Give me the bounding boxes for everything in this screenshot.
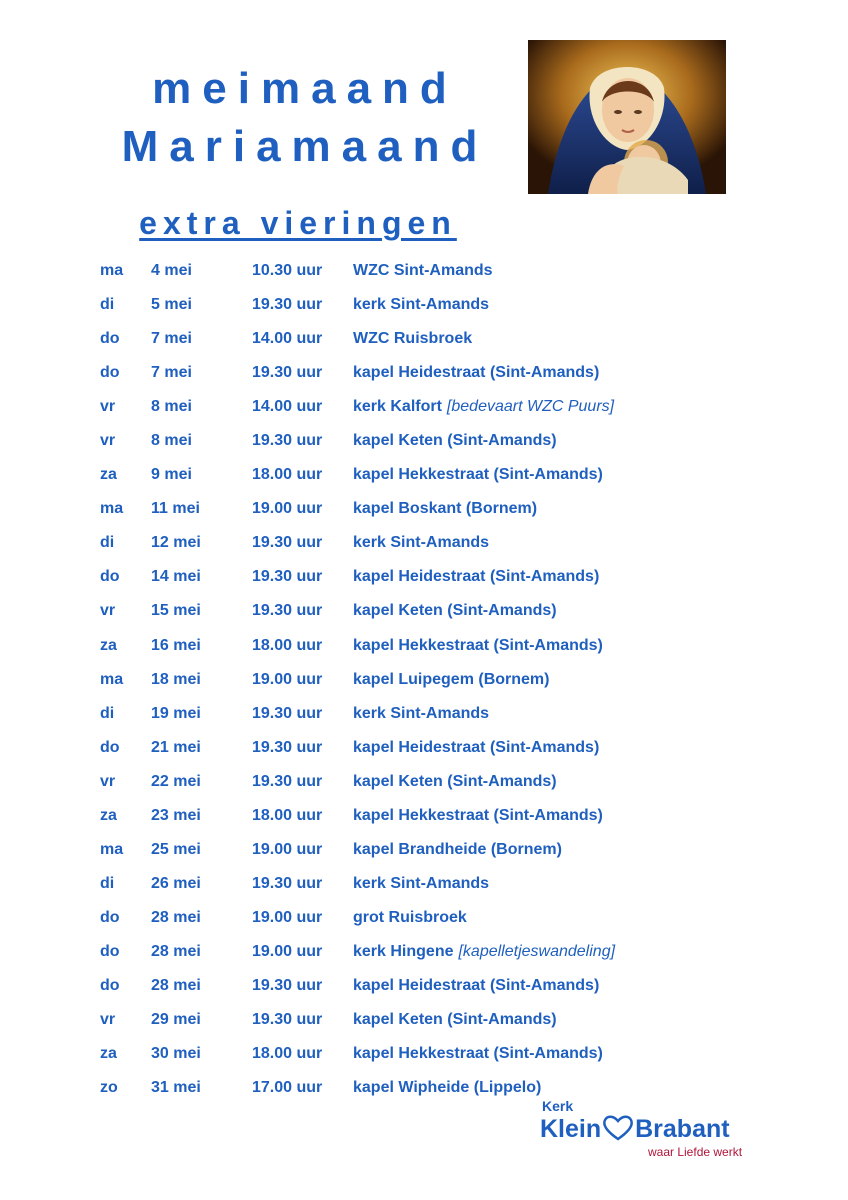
heart-icon xyxy=(601,1114,635,1142)
schedule-date: 15 mei xyxy=(151,602,201,620)
schedule-date: 4 mei xyxy=(151,262,192,279)
schedule-day: ma xyxy=(100,670,124,688)
schedule-date: 7 mei xyxy=(151,330,192,348)
schedule-date: 12 mei xyxy=(151,534,201,552)
schedule-row xyxy=(100,531,740,565)
schedule-date: 14 mei xyxy=(151,568,201,586)
schedule-time: 19.30 uur xyxy=(252,772,323,790)
schedule-day: di xyxy=(100,704,115,722)
schedule-date: 7 mei xyxy=(151,364,192,382)
logo-word-klein: Klein xyxy=(540,1115,602,1143)
schedule-day: za xyxy=(100,636,117,654)
schedule-place: kerk Sint-Amands xyxy=(353,534,490,552)
schedule-place: kapel Keten (Sint-Amands) xyxy=(353,602,557,620)
schedule-date: 28 mei xyxy=(151,942,201,960)
schedule-time: 18.00 uur xyxy=(252,466,323,484)
schedule-row xyxy=(100,702,740,736)
schedule-place: kapel Heidestraat (Sint-Amands) xyxy=(353,976,600,994)
schedule-row xyxy=(100,736,740,770)
schedule-place xyxy=(353,943,615,961)
schedule-day: zo xyxy=(100,1079,118,1097)
schedule-row xyxy=(100,668,740,702)
schedule-time: 18.00 uur xyxy=(252,806,323,824)
schedule-date: 29 mei xyxy=(151,1011,201,1029)
schedule-row xyxy=(100,838,740,872)
schedule-row xyxy=(100,906,740,940)
schedule-day: za xyxy=(100,1045,117,1063)
schedule-date: 28 mei xyxy=(151,976,201,994)
logo-kerk-text: Kerk xyxy=(542,1098,574,1114)
schedule-time: 19.00 uur xyxy=(252,670,323,688)
schedule-time: 19.00 uur xyxy=(252,500,323,518)
schedule-day: vr xyxy=(100,432,116,450)
logo-tagline: waar Liefde werkt xyxy=(648,1145,743,1159)
schedule-day: do xyxy=(100,568,120,586)
schedule-day: za xyxy=(100,466,117,484)
schedule-row xyxy=(100,940,740,974)
schedule-row xyxy=(100,497,740,531)
schedule-place: kapel Brandheide (Bornem) xyxy=(353,840,562,858)
schedule-date: 11 mei xyxy=(151,500,200,518)
schedule-date: 23 mei xyxy=(151,806,201,824)
schedule-date: 19 mei xyxy=(151,704,201,722)
schedule-day: ma xyxy=(100,500,124,518)
schedule-day: do xyxy=(100,908,120,926)
schedule-time: 19.30 uur xyxy=(252,874,323,892)
schedule-day: vr xyxy=(100,772,116,790)
schedule-row xyxy=(100,804,740,838)
schedule-place: kapel Keten (Sint-Amands) xyxy=(353,772,557,790)
schedule-day: do xyxy=(100,364,120,382)
schedule-row xyxy=(100,463,740,497)
schedule-day: di xyxy=(100,296,115,314)
schedule-date: 25 mei xyxy=(151,840,201,858)
schedule-time: 18.00 uur xyxy=(252,1045,323,1063)
schedule-time: 19.30 uur xyxy=(252,568,323,586)
schedule-date: 18 mei xyxy=(151,670,201,688)
schedule-row xyxy=(100,361,740,395)
schedule-date: 30 mei xyxy=(151,1045,201,1063)
schedule-time: 19.30 uur xyxy=(252,534,323,552)
schedule-time: 19.30 uur xyxy=(252,296,323,314)
schedule-day: do xyxy=(100,976,120,994)
schedule-place: kerk Sint-Amands xyxy=(353,874,490,892)
schedule-day: do xyxy=(100,942,120,960)
schedule-place: WZC Ruisbroek xyxy=(353,330,473,348)
schedule-place: WZC Sint-Amands xyxy=(353,262,493,279)
schedule-row xyxy=(100,259,740,293)
schedule-date: 16 mei xyxy=(151,636,201,654)
schedule-time: 19.30 uur xyxy=(252,602,323,620)
schedule-day: do xyxy=(100,738,120,756)
schedule-row xyxy=(100,1042,740,1076)
schedule-date: 9 mei xyxy=(151,466,192,484)
schedule-list xyxy=(100,259,740,1110)
schedule-row xyxy=(100,599,740,633)
schedule-date: 28 mei xyxy=(151,908,201,926)
schedule-place: kapel Luipegem (Bornem) xyxy=(353,670,550,688)
schedule-row xyxy=(100,565,740,599)
schedule-day: di xyxy=(100,874,115,892)
schedule-place-name: kerk Kalfort xyxy=(353,398,442,416)
schedule-time: 19.30 uur xyxy=(252,432,323,450)
schedule-place: kapel Heidestraat (Sint-Amands) xyxy=(353,364,600,382)
schedule-time: 19.00 uur xyxy=(252,942,323,960)
madonna-and-child-image xyxy=(528,40,726,194)
schedule-row xyxy=(100,327,740,361)
schedule-date: 22 mei xyxy=(151,772,201,790)
schedule-place xyxy=(353,398,614,416)
schedule-day: za xyxy=(100,806,117,824)
schedule-day: ma xyxy=(100,262,124,279)
schedule-note: [kapelletjeswandeling] xyxy=(458,942,616,960)
schedule-time: 19.00 uur xyxy=(252,908,323,926)
schedule-place: kerk Sint-Amands xyxy=(353,704,490,722)
schedule-row xyxy=(100,1008,740,1042)
schedule-time: 19.30 uur xyxy=(252,704,323,722)
schedule-time: 14.00 uur xyxy=(252,398,323,416)
schedule-time: 19.30 uur xyxy=(252,976,323,994)
schedule-day: ma xyxy=(100,840,124,858)
schedule-row xyxy=(100,395,740,429)
title-meimaand: meimaand xyxy=(152,64,458,113)
schedule-place-name: kerk Hingene xyxy=(353,942,454,960)
schedule-date: 26 mei xyxy=(151,874,201,892)
schedule-time: 17.00 uur xyxy=(252,1079,323,1097)
schedule-place: kapel Hekkestraat (Sint-Amands) xyxy=(353,466,603,484)
schedule-place: kapel Keten (Sint-Amands) xyxy=(353,432,557,450)
schedule-time: 14.00 uur xyxy=(252,330,323,348)
schedule-day: vr xyxy=(100,398,116,416)
schedule-day: do xyxy=(100,330,120,348)
schedule-time: 19.30 uur xyxy=(252,738,323,756)
schedule-place: kapel Hekkestraat (Sint-Amands) xyxy=(353,806,603,824)
logo-wordmark xyxy=(540,1114,730,1144)
schedule-place: kapel Heidestraat (Sint-Amands) xyxy=(353,738,600,756)
schedule-row xyxy=(100,770,740,804)
schedule-time: 18.00 uur xyxy=(252,636,323,654)
schedule-date: 21 mei xyxy=(151,738,201,756)
schedule-date: 8 mei xyxy=(151,432,192,450)
schedule-row xyxy=(100,634,740,668)
schedule-place: kapel Heidestraat (Sint-Amands) xyxy=(353,568,600,586)
schedule-place: kapel Boskant (Bornem) xyxy=(353,500,538,518)
schedule-time: 19.30 uur xyxy=(252,364,323,382)
schedule-row xyxy=(100,293,740,327)
schedule-place: kerk Sint-Amands xyxy=(353,296,490,314)
kerk-klein-brabant-logo xyxy=(540,1098,755,1163)
subtitle-extra-vieringen: extra vieringen xyxy=(139,205,457,241)
schedule-row xyxy=(100,974,740,1008)
logo-word-brabant: Brabant xyxy=(635,1115,730,1143)
schedule-time: 19.00 uur xyxy=(252,840,323,858)
title-mariamaand: Mariamaand xyxy=(121,122,489,171)
schedule-row xyxy=(100,872,740,906)
schedule-place: kapel Wipheide (Lippelo) xyxy=(353,1079,542,1097)
schedule-time: 19.30 uur xyxy=(252,1011,323,1029)
schedule-note: [bedevaart WZC Puurs] xyxy=(446,398,615,416)
schedule-place: kapel Keten (Sint-Amands) xyxy=(353,1011,557,1029)
schedule-date: 31 mei xyxy=(151,1079,201,1097)
schedule-day: vr xyxy=(100,1011,116,1029)
schedule-time: 10.30 uur xyxy=(252,262,323,279)
schedule-day: vr xyxy=(100,602,116,620)
schedule-place: kapel Hekkestraat (Sint-Amands) xyxy=(353,1045,603,1063)
schedule-date: 5 mei xyxy=(151,296,192,314)
schedule-row xyxy=(100,429,740,463)
schedule-place: kapel Hekkestraat (Sint-Amands) xyxy=(353,636,603,654)
schedule-day: di xyxy=(100,534,115,552)
schedule-date: 8 mei xyxy=(151,398,192,416)
schedule-place: grot Ruisbroek xyxy=(353,908,467,926)
